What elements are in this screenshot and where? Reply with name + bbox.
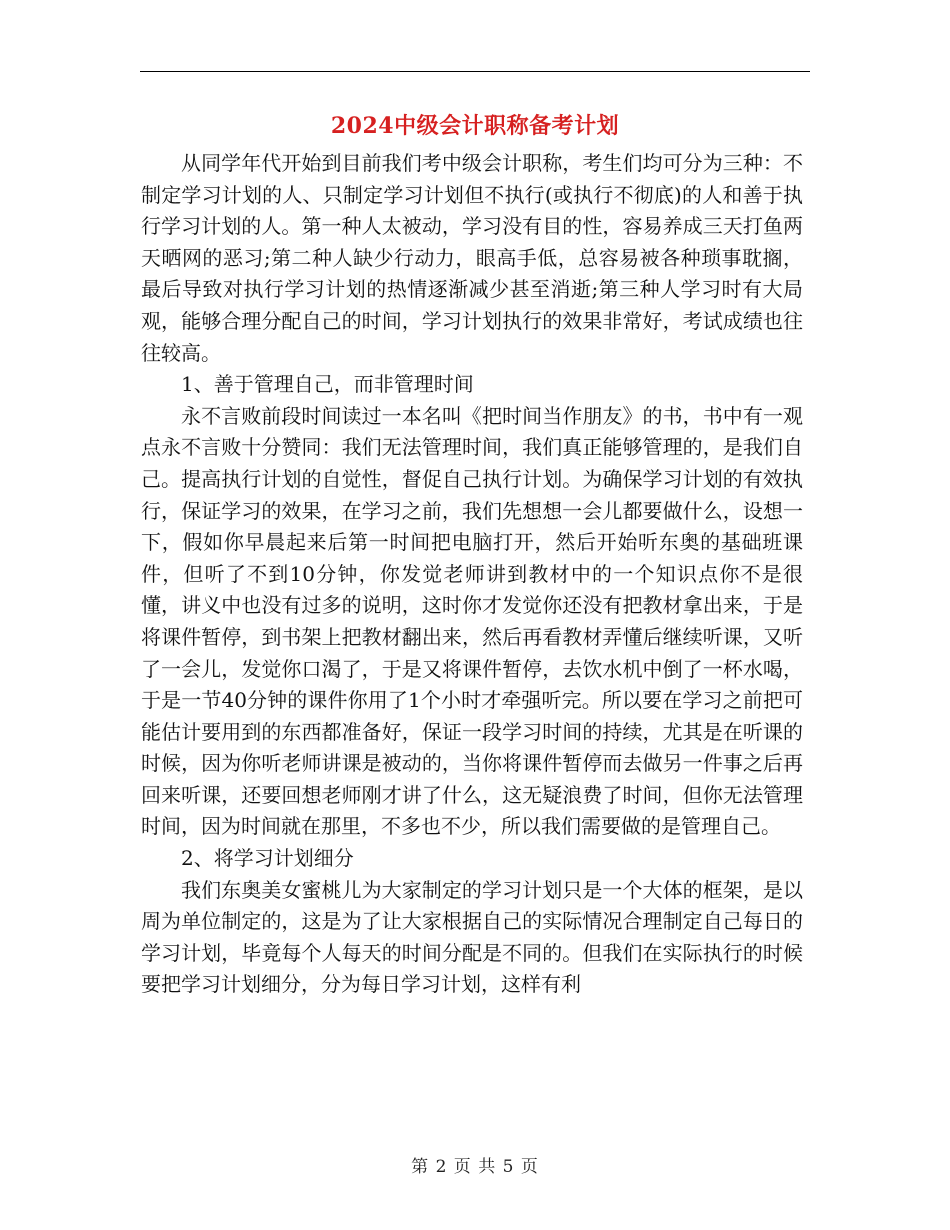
document-body bbox=[141, 148, 803, 1001]
paragraph-section-2: 我们东奥美女蜜桃儿为大家制定的学习计划只是一个大体的框架，是以周为单位制定的，这是为了让大家根据自己的实际情况合理制定自己每日的学习计划，毕竟每个人每天的时间分配是不同的。但我们在实际执行的时候要把学习计划细分，分为每日学习计划，这样有利 bbox=[141, 877, 803, 997]
paragraph-section-1: 永不言败前段时间读过一本名叫《把时间当作朋友》的书，书中有一观点永不言败十分赞同：我们无法管理时间，我们真正能够管理的，是我们自己。提高执行计划的自觉性，督促自己执行计划。为确保学习计划的有效执行，保证学习的效果，在学习之前，我们先想想一会儿都要做什么，设想一下，假如你早晨起来后第一时间把电脑打开，然后开始听东奥的基础班课件，但听了不到10分钟，你发觉老师讲到教材中的一个知识点你不是很懂，讲义中也没有过多的说明，这时你才发觉你还没有把教材拿出来，于是将课件暂停，到书架上把教材翻出来，然后再看教材弄懂后继续听课，又听了一会儿，发觉你口渴了，于是又将课件暂停，去饮水机中倒了一杯水喝，于是一节40分钟的课件你用了1个小时才牵强听完。所以要在学习之前把可能估计要用到的东西都准备好，保证一段学习时间的持续，尤其是在听课的时候，因为你听老师讲课是被动的，当你将课件暂停而去做另一件事之后再回来听课，还要回想老师刚才讲了什么，这无疑浪费了时间，但你无法管理时间，因为时间就在那里，不多也不少，所以我们需要做的是管理自己。 bbox=[141, 403, 803, 839]
header-rule bbox=[140, 71, 810, 72]
section-heading-2: 2、将学习计划细分 bbox=[181, 846, 354, 871]
document-title: 2024中级会计职称备考计划 bbox=[330, 113, 620, 139]
section-heading-1: 1、善于管理自己，而非管理时间 bbox=[181, 372, 474, 397]
paragraph-intro: 从同学年代开始到目前我们考中级会计职称，考生们均可分为三种：不制定学习计划的人、只制定学习计划但不执行(或执行不彻底)的人和善于执行学习计划的人。第一种人太被动，学习没有目的性，容易养成三天打鱼两天晒网的恶习;第二种人缺少行动力，眼高手低，总容易被各种琐事耽搁，最后导致对执行学习计划的热情逐渐减少甚至消逝;第三种人学习时有大局观，能够合理分配自己的时间，学习计划执行的效果非常好，考试成绩也往往较高。 bbox=[141, 151, 803, 365]
page-footer: 第 2 页 共 5 页 bbox=[411, 1157, 539, 1177]
